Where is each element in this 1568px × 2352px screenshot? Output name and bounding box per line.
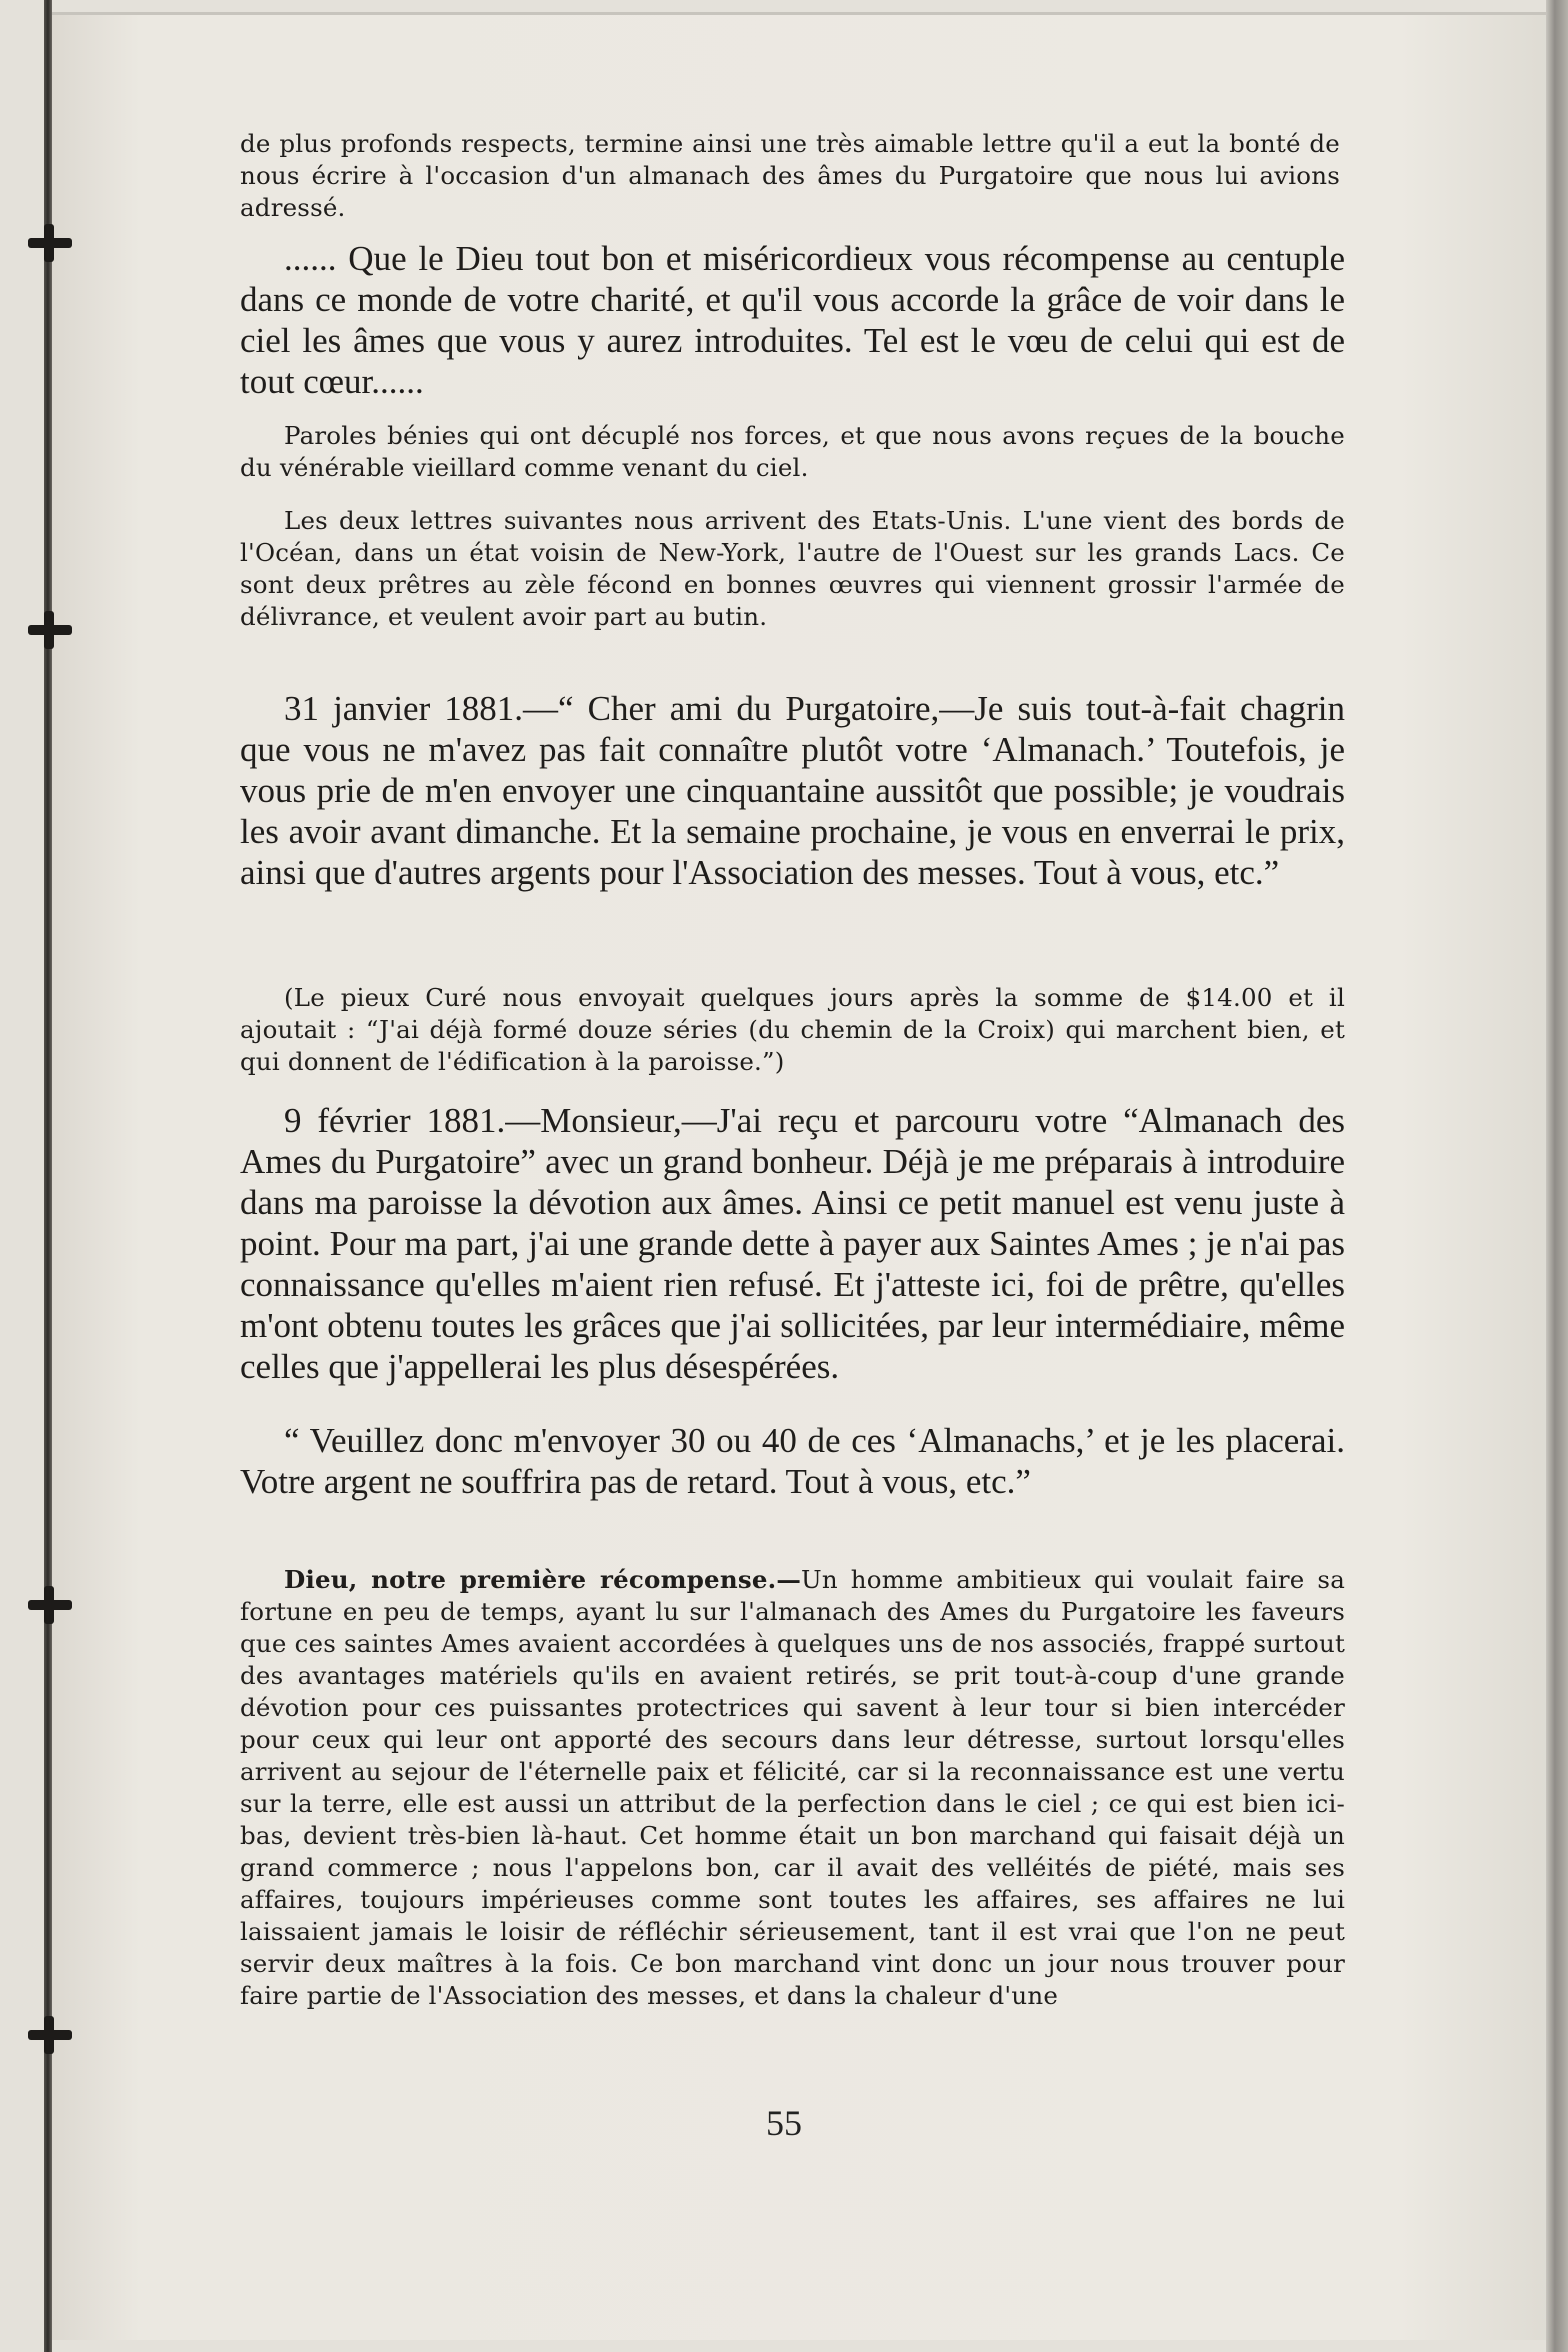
paragraph-cure-note [240,982,1345,1078]
paragraph-text-body: Un homme ambitieux qui voulait faire sa fortune en peu de temps, ayant lu sur l'almanach des Ames du Purgatoire les faveurs que ces saintes Ames avaient accordées à quelques uns de nos associés, frappé surtout des avantages matériels qu'ils en avaient retirés, se prit tout-à-coup d'une grande dévotion pour ces puissantes protectrices qui savent à leur tour si bien intercéder pour ceux qui leur ont apporté des secours dans leur détresse, surtout lorsqu'elles arrivent au sejour de l'éternelle paix et félicité, car si la reconnaissance est une vertu sur la terre, elle est aussi un attribut de la perfection dans le ciel ; ce qui est bien ici-bas, devient très-bien là-haut. Cet homme était un bon marchand qui faisait déjà un grand commerce ; nous l'appelons bon, car il avait des velléités de piété, mais ses affaires, toujours impérieuses comme sont toutes les affaires, ses affaires ne lui laissaient jamais le loisir de réfléchir sérieusement, tant il est vrai que l'on ne peut servir deux maîtres à la fois. Ce bon marchand vint donc un jour nous trouver pour faire partie de l'Association des messes, et dans la chaleur d'une [240,1565,1345,2010]
paragraph-text: 31 janvier 1881.—“ Cher ami du Purgatoire,—Je suis tout-à-fait chagrin que vous ne m'avez pas fait connaître plutôt votre ‘Almanach.’ Toutefois, je vous prie de m'en envoyer une cinquantaine aussitôt que possible; je voudrais les avoir avant dimanche. Et la semaine prochaine, je vous en enverrai le prix, ainsi que d'autres argents pour l'Association des messes. Tout à vous, etc.” [240,689,1345,892]
page-number: 55 [766,2103,802,2143]
book-spine [44,0,52,2352]
paragraph-text: (Le pieux Curé nous envoyait quelques jours après la somme de $14.00 et il ajoutait : “J'ai déjà formé douze séries (du chemin de la Croix) qui marchent bien, et qui donnent de l'édification à la paroisse.”) [240,983,1345,1076]
paragraph-text: de plus profonds respects, termine ainsi une très aimable lettre qu'il a eut la bonté de nous écrire à l'occasion d'un almanach des âmes du Purgatoire que nous lui avions adressé. [240,129,1340,222]
binding-stitch-icon [28,2030,72,2040]
binding-stitch-icon [28,238,72,248]
paragraph-two-letters [240,505,1345,633]
paragraph-letter-january [240,688,1345,893]
paragraph-letter-blessing [240,238,1345,402]
paragraph-blessed-words [240,420,1345,484]
binding-stitch-icon [28,1600,72,1610]
paragraph-text [240,1564,1345,2012]
paragraph-text: ...... Que le Dieu tout bon et miséricordieux vous récompense au centuple dans ce monde de votre charité, et qu'il vous accorde la grâce de voir dans le ciel les âmes que vous y aurez introduites. Tel est le vœu de celui qui est de tout cœur...... [240,239,1345,401]
paragraph-text: “ Veuillez donc m'envoyer 30 ou 40 de ces ‘Almanachs,’ et je les placerai. Votre argent ne souffrira pas de retard. Tout à vous, etc.” [240,1421,1345,1501]
paragraph-order-request [240,1420,1345,1502]
paragraph-text: Paroles bénies qui ont décuplé nos forces, et que nous avons reçues de la bouche du vénérable vieillard comme venant du ciel. [240,421,1345,482]
paragraph-first-reward [240,1564,1345,2012]
paragraph-text: 9 février 1881.—Monsieur,—J'ai reçu et parcouru votre “Almanach des Ames du Purgatoire” avec un grand bonheur. Déjà je me préparais à introduire dans ma paroisse la dévotion aux âmes. Ainsi ce petit manuel est venu juste à point. Pour ma part, j'ai une grande dette à payer aux Saintes Ames ; je n'ai pas connaissance qu'elles m'aient rien refusé. Et j'atteste ici, foi de prêtre, qu'elles m'ont obtenu toutes les grâces que j'ai sollicitées, par leur intermédiaire, même celles que j'appellerai les plus désespérées. [240,1101,1345,1386]
page-edge [1546,0,1568,2352]
binding-stitch-icon [28,625,72,635]
paragraph-text: Les deux lettres suivantes nous arrivent des Etats-Unis. L'une vient des bords de l'Océan, dans un état voisin de New-York, l'autre de l'Ouest sur les grands Lacs. Ce sont deux prêtres au zèle fécond en bonnes œuvres qui viennent grossir l'armée de délivrance, et veulent avoir part au butin. [240,506,1345,631]
paragraph-letter-february [240,1100,1345,1387]
section-heading: Dieu, notre première récompense.— [284,1565,802,1594]
paragraph-intro [240,128,1340,224]
